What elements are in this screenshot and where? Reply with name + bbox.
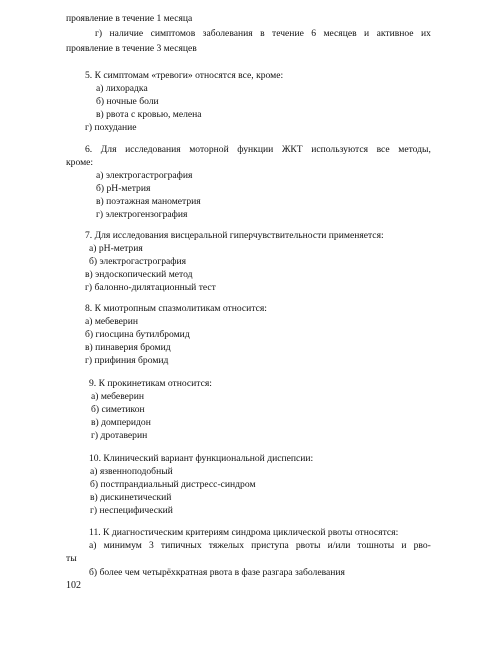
- question-10-option-d: г) неспецифический: [90, 505, 173, 516]
- question-9-option-a: а) мебеверин: [91, 391, 144, 402]
- question-7-option-d: г) балонно-дилятационный тест: [85, 282, 216, 293]
- question-9-option-d: г) дротаверин: [91, 430, 148, 441]
- question-11-option-b: б) более чем четырёхкратная рвота в фазе разгара заболевания: [89, 567, 345, 578]
- question-8-option-b: б) гиосцина бутилбромид: [85, 329, 190, 340]
- question-11-title: 11. К диагностическим критериям синдрома циклической рвоты относятся:: [89, 527, 399, 538]
- question-6-option-b: б) pH-метрия: [96, 183, 151, 194]
- question-10-option-c: в) дискинетический: [90, 492, 172, 503]
- question-5-option-b: б) ночные боли: [96, 96, 159, 107]
- question-5-title: 5. К симптомам «тревоги» относятся все, кроме:: [85, 70, 284, 81]
- question-5-option-a: а) лихорадка: [96, 83, 148, 94]
- page-number: 102: [66, 580, 81, 591]
- question-8-title: 8. К миотропным спазмолитикам относится:: [85, 303, 267, 314]
- question-11-option-a: а) минимум 3 типичных тяжелых приступа рвоты и/или тошноты и рво-: [89, 540, 431, 551]
- question-8-option-a: а) мебеверин: [85, 316, 138, 327]
- question-6-option-d: г) электрогензография: [96, 209, 188, 220]
- question-9-option-c: в) домперидон: [91, 417, 151, 428]
- question-7-title: 7. Для исследования висцеральной гиперчувствительности применяется:: [85, 230, 384, 241]
- intro-line-2: г) наличие симптомов заболевания в течение 6 месяцев и активное их: [95, 28, 431, 39]
- question-5-option-c: в) рвота с кровью, мелена: [96, 109, 202, 120]
- question-9-title: 9. К прокинетикам относится:: [89, 378, 212, 389]
- intro-line-3: проявление в течение 3 месяцев: [66, 43, 197, 54]
- question-10-title: 10. Клинический вариант функциональной диспепсии:: [89, 453, 314, 464]
- question-10-option-a: а) язвенноподобный: [90, 466, 173, 477]
- question-7-option-a: а) pH-метрия: [89, 243, 143, 254]
- question-6-title: 6. Для исследования моторной функции ЖКТ используются все методы,: [85, 144, 431, 155]
- question-6-option-c: в) поэтажная манометрия: [96, 196, 201, 207]
- question-6-title-cont: кроме:: [66, 157, 94, 168]
- question-8-option-c: в) пинаверия бромид: [85, 342, 171, 353]
- question-6-option-a: а) электрогастрография: [96, 170, 193, 181]
- question-9-option-b: б) симетикон: [91, 404, 145, 415]
- question-7-option-c: в) эндоскопический метод: [85, 269, 193, 280]
- question-8-option-d: г) прифиния бромид: [85, 355, 169, 366]
- question-11-option-a-cont: ты: [66, 553, 77, 564]
- question-5-option-d: г) похудание: [85, 122, 137, 133]
- question-7-option-b: б) электрогастрография: [89, 256, 187, 267]
- question-10-option-b: б) постпрандиальный дистресс-синдром: [90, 479, 256, 490]
- intro-line-1: проявление в течение 1 месяца: [66, 13, 193, 24]
